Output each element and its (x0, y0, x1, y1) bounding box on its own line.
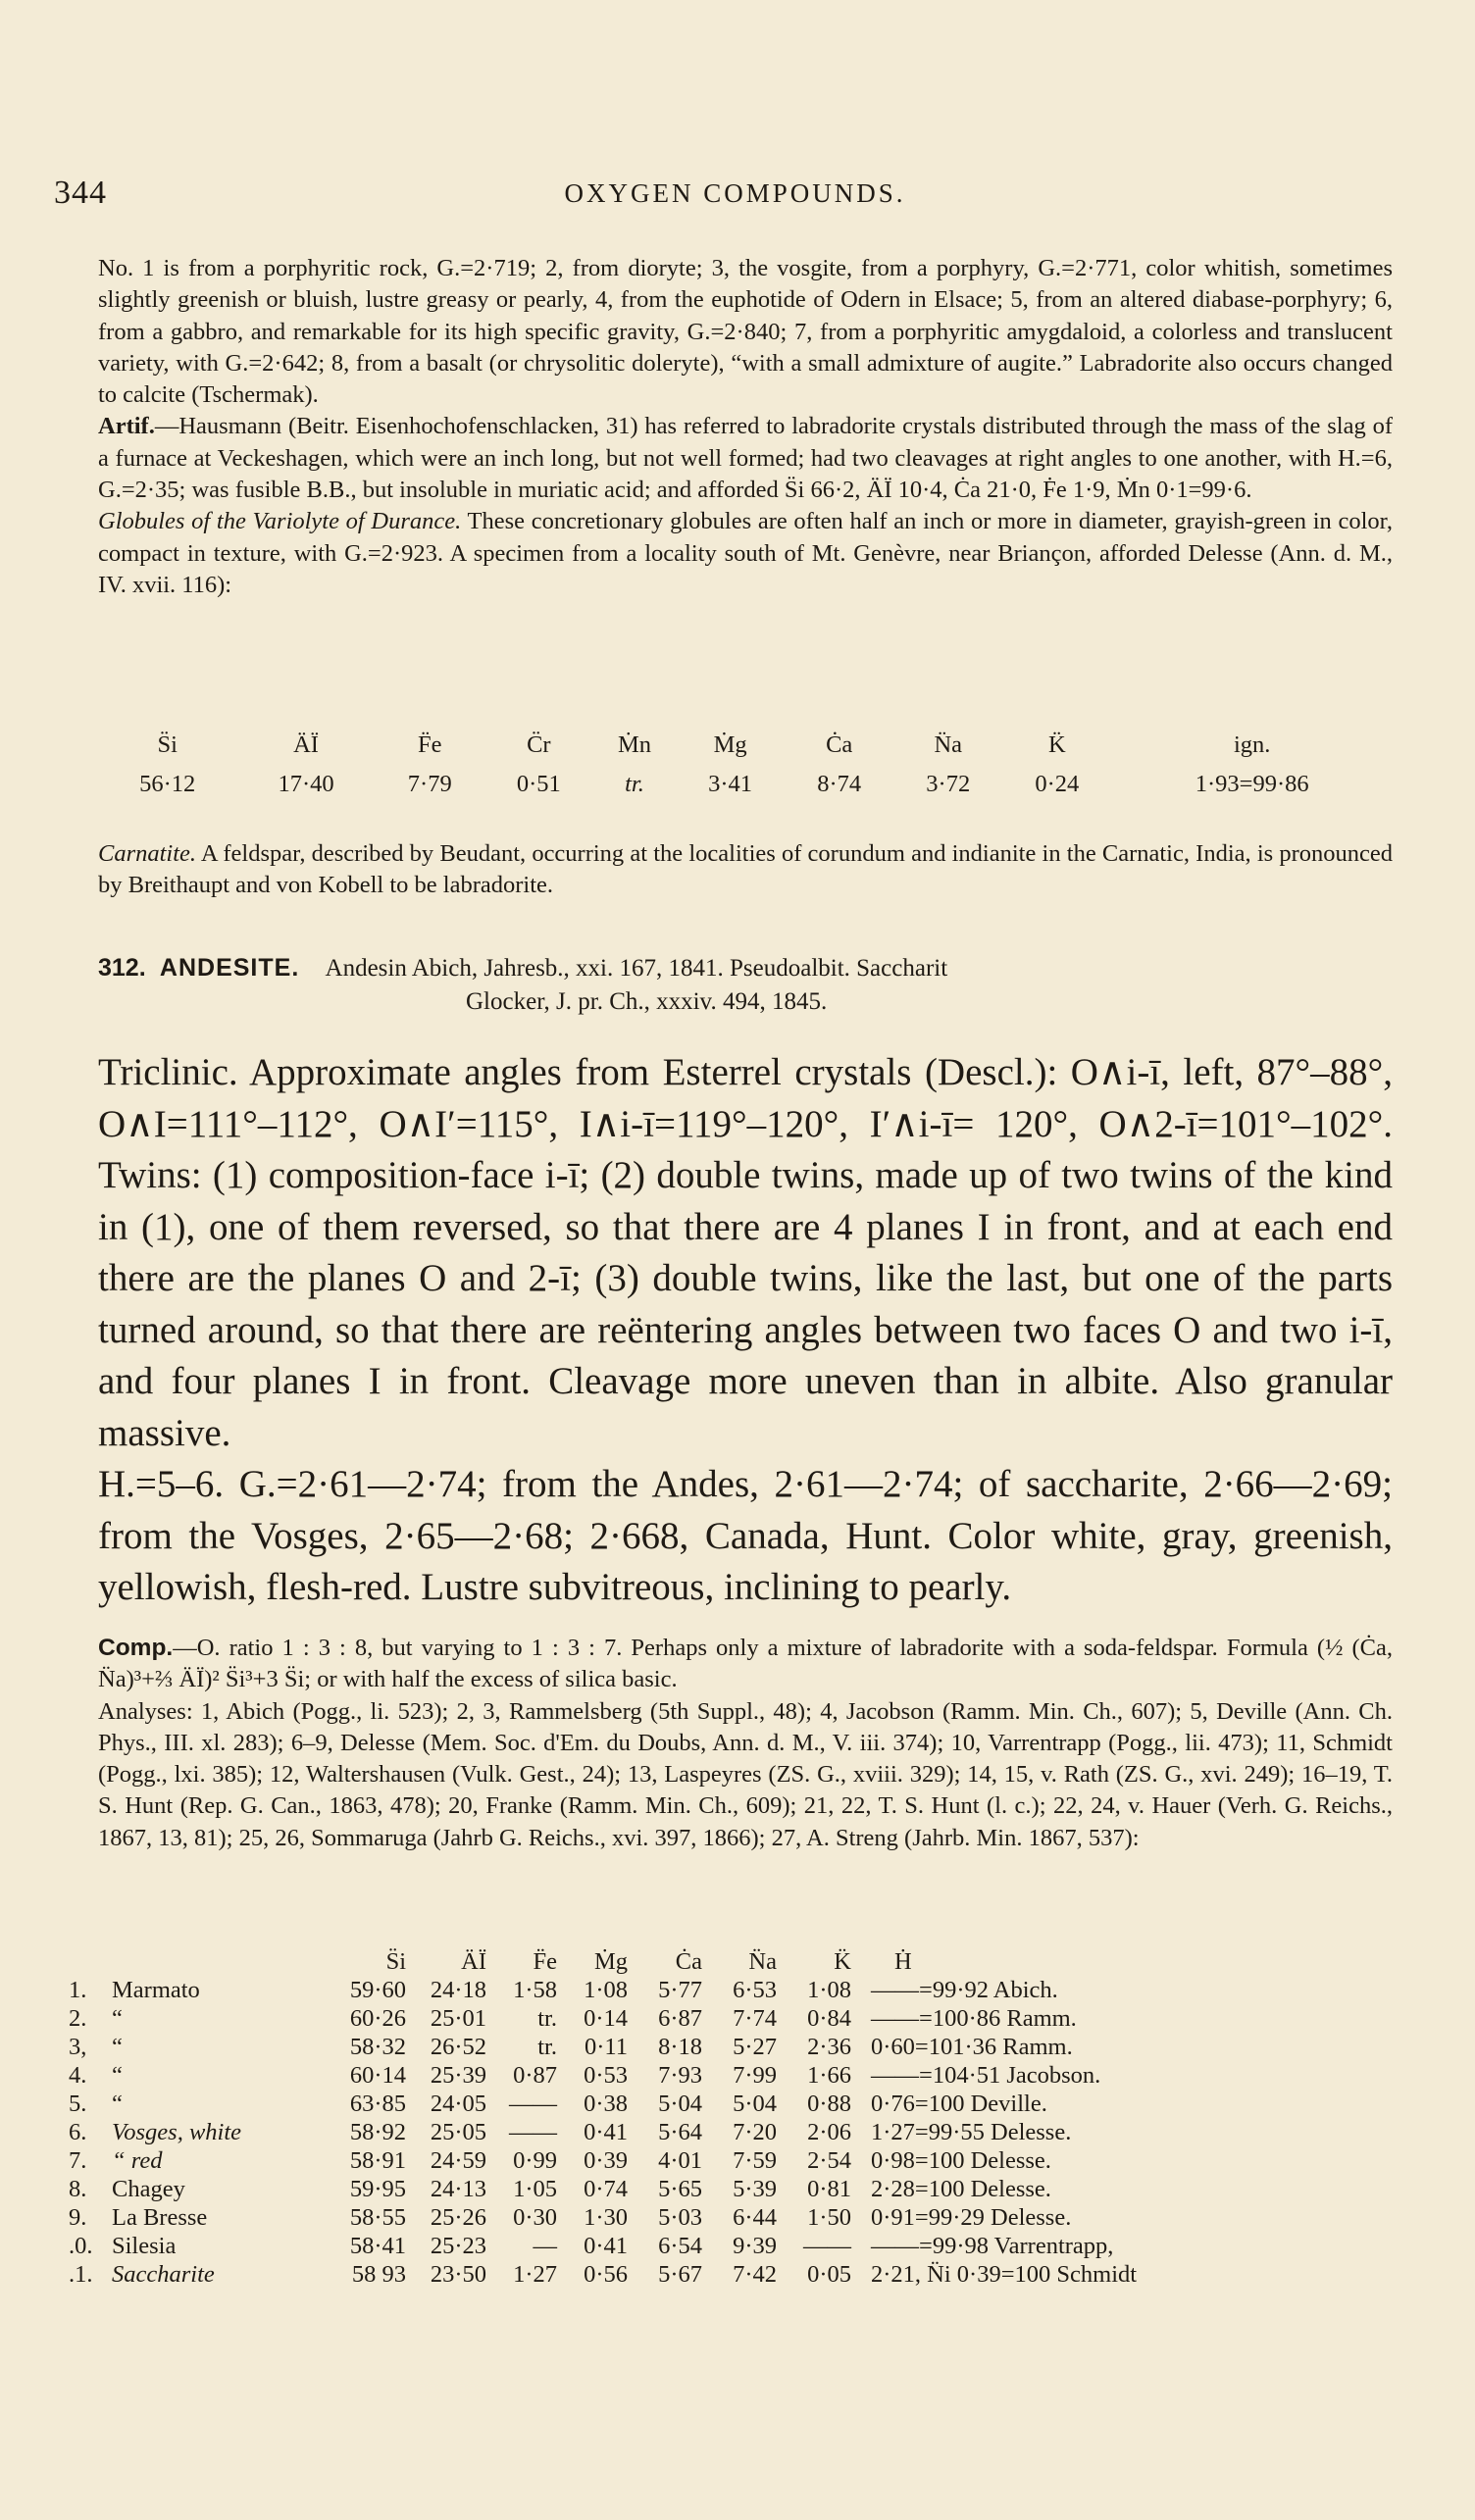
analysis-value: — (533, 2232, 557, 2259)
table-row (69, 2004, 1422, 2033)
analysis-value: 58·32 (349, 2033, 406, 2060)
analysis-value: 60·14 (349, 2061, 406, 2089)
paragraph-artificial (98, 411, 1393, 506)
oxide-value: 1·93=99·86 (1195, 771, 1309, 797)
analysis-value: 0·87 (513, 2061, 557, 2089)
oxide-header: C̈r (527, 731, 551, 758)
analysis-value: 1·58 (513, 1976, 557, 2003)
analysis-value: 25·39 (430, 2061, 486, 2089)
analysis-value: 24·18 (430, 1976, 486, 2003)
comp-text: —O. ratio 1 : 3 : 8, but varying to 1 : 3 : 7. Perhaps only a mixture of labradorite with a soda-feldspar. Formula (½ (Ċa, N̈a)³+⅔ ÄÏ)² S̈i³+3 S̈i; or with half the excess of silica basic. (98, 1635, 1393, 1693)
analysis-value: 24·13 (430, 2175, 486, 2202)
oxide-header-row (98, 726, 1393, 765)
oxide-value: 3·72 (926, 771, 971, 797)
analysis-value: 5·77 (658, 1976, 702, 2003)
row-number: 1. (69, 1976, 87, 2003)
analysis-value: 25·01 (430, 2004, 486, 2032)
locality: “ (112, 2004, 123, 2032)
analysis-value: 0·41 (584, 2118, 628, 2145)
analysis-value: 59·60 (349, 1976, 406, 2003)
synonymy-line1: Andesin Abich, Jahresb., xxi. 167, 1841. Pseudoalbit. Saccharit (325, 955, 948, 982)
artif-text: —Hausmann (Beitr. Eisenhochofenschlacken, 31) has referred to labradorite crystals distributed through the mass of the slag of a furnace at Veckeshagen, which were an inch long, but not well formed; had two cleavages at right angles to one another, with H.=6, G.=2·35; was fusible B.B., but insoluble in muriatic acid; and afforded S̈i 66·2, ÄÏ 10·4, Ċa 21·0, Ḟe 1·9, Ṁn 0·1=99·6. (98, 413, 1393, 504)
analysis-value: 59·95 (349, 2175, 406, 2202)
crystallography-paragraph: Triclinic. Approximate angles from Esterrel crystals (Descl.): O∧i-ī, left, 87°–88°, O∧I=111°–112°, O∧I′=115°, I∧i-ī=119°–120°, I′∧i-ī= 120°, O∧2-ī=101°–102°. Twins: (1) composition-face i-ī; (2) double twins, made up of two twins of the kind in (1), one of them reversed, so that there are 4 planes I in front, and at each end there are the planes O and 2-ī; (3) double twins, like the last, but one of the parts turned around, so that there are reëntering angles between two faces O and two i-ī, and four planes I in front. Cleavage more uneven than in albite. Also granular massive. (98, 1051, 1393, 1454)
table-row (69, 2203, 1422, 2232)
analysis-value: 7·42 (733, 2260, 777, 2288)
analysis-value: 5·04 (658, 2090, 702, 2117)
oxide-header: ÄÏ (293, 731, 319, 758)
analysis-value: 7·74 (733, 2004, 777, 2032)
analysis-value: 9·39 (733, 2232, 777, 2259)
analysis-value: 1·30 (584, 2203, 628, 2231)
andesite-description (98, 1047, 1393, 1614)
analysis-header: K̈ (834, 1947, 851, 1975)
oxide-value: tr. (625, 771, 644, 797)
analysis-value: 63·85 (349, 2090, 406, 2117)
locality: “ red (112, 2146, 163, 2174)
carnatite-label: Carnatite. (98, 840, 197, 867)
analysis-value: 5·67 (658, 2260, 702, 2288)
oxide-header: ign. (1233, 731, 1271, 758)
oxide-value-row (98, 765, 1393, 804)
locality: Saccharite (112, 2260, 215, 2288)
paragraph-localities: No. 1 is from a porphyritic rock, G.=2·719; 2, from dioryte; 3, the vosgite, from a porphyry, G.=2·771, color whitish, sometimes slightly greenish or bluish, lustre greasy or pearly, 4, from the euphotide of Odern in Elsace; 5, from an altered diabase-porphyry; 6, from a gabbro, and remarkable for its high specific gravity, G.=2·840; 7, from a porphyritic amygdaloid, a colorless and translucent variety, with G.=2·642; 8, from a basalt (or chrysolitic doleryte), “with a small admixture of augite.” Labradorite also occurs changed to calcite (Tschermak). (98, 255, 1393, 409)
oxide-value: 7·79 (407, 771, 452, 797)
analysis-header: Ṁg (593, 1947, 628, 1975)
analysis-value: 0·88 (807, 2090, 851, 2117)
analysis-value: 6·53 (733, 1976, 777, 2003)
locality: Marmato (112, 1976, 200, 2003)
analysis-note: ——=99·98 Varrentrapp, (871, 2232, 1114, 2259)
table-row (69, 2260, 1422, 2289)
analysis-header: Ḣ (894, 1947, 912, 1975)
analysis-value: 0·39 (584, 2146, 628, 2174)
analysis-value: 5·04 (733, 2090, 777, 2117)
page-number: 344 (54, 175, 107, 211)
row-number: 8. (69, 2175, 87, 2202)
analysis-header: F̈e (533, 1947, 557, 1975)
oxide-value: 0·51 (516, 771, 561, 797)
analysis-value: 0·99 (513, 2146, 557, 2174)
analysis-value: 25·23 (430, 2232, 486, 2259)
oxide-analysis-table (98, 726, 1393, 804)
analysis-value: 25·26 (430, 2203, 486, 2231)
table-row (69, 2061, 1422, 2090)
row-number: 3, (69, 2033, 87, 2060)
analyses-paragraph: Analyses: 1, Abich (Pogg., li. 523); 2, 3, Rammelsberg (5th Suppl., 48); 4, Jacobson (Ramm. Min. Ch., 607); 5, Deville (Ann. Ch. Phys., III. xl. 283); 6–9, Delesse (Mem. Soc. d'Em. du Doubs, Ann. d. M., V. iii. 374); 10, Varrentrapp (Pogg., lii. 473); 11, Schmidt (Pogg., lxi. 385); 12, Waltershausen (Vulk. Gest., 24); 13, Laspeyres (ZS. G., xviii. 329); 14, 15, v. Rath (ZS. G., xvi. 249); 16–19, T. S. Hunt (Rep. G. Can., 1863, 478); 20, Franke (Ramm. Min. Ch., 609); 21, 22, T. S. Hunt (l. c.); 22, 24, v. Hauer (Verh. G. Reichs., 1867, 13, 81); 25, 26, Sommaruga (Jahrb G. Reichs., xvi. 397, 1866); 27, A. Streng (Jahrb. Min. 1867, 537): (98, 1697, 1393, 1851)
analysis-value: 0·38 (584, 2090, 628, 2117)
analysis-table-body (69, 1947, 1422, 2289)
analysis-value: 2·54 (807, 2146, 851, 2174)
table-row (69, 1976, 1422, 2004)
analysis-value: 0·30 (513, 2203, 557, 2231)
analysis-header: S̈i (385, 1947, 406, 1975)
locality: Silesia (112, 2232, 177, 2259)
carnatite-note (98, 838, 1393, 902)
analysis-value: 5·03 (658, 2203, 702, 2231)
synonymy-line2: Glocker, J. pr. Ch., xxxiv. 494, 1845. (466, 988, 828, 1015)
species-number: 312. (98, 954, 146, 982)
locality: “ (112, 2090, 123, 2117)
locality: La Bresse (112, 2203, 208, 2231)
analysis-value: —— (509, 2090, 557, 2117)
analysis-header-row (69, 1947, 1422, 1976)
analysis-note: 0·91=99·29 Delesse. (871, 2203, 1072, 2231)
analysis-value: 0·05 (807, 2260, 851, 2288)
analysis-value: 5·64 (658, 2118, 702, 2145)
labradorite-notes (98, 253, 1393, 601)
oxide-value: 3·41 (708, 771, 753, 797)
oxide-value: 0·24 (1035, 771, 1080, 797)
analysis-value: 1·50 (807, 2203, 851, 2231)
table-row (69, 2118, 1422, 2146)
analysis-value: 58·92 (349, 2118, 406, 2145)
analysis-note: ——=100·86 Ramm. (871, 2004, 1077, 2032)
analysis-value: 7·93 (658, 2061, 702, 2089)
table-row (69, 2033, 1422, 2061)
page-header (54, 175, 1416, 220)
analysis-value: 26·52 (430, 2033, 486, 2060)
analysis-value: tr. (537, 2033, 557, 2060)
analysis-value: —— (803, 2232, 851, 2259)
analysis-value: 1·08 (807, 1976, 851, 2003)
analysis-value: 6·44 (733, 2203, 777, 2231)
analysis-value: 6·54 (658, 2232, 702, 2259)
analysis-value: 5·39 (733, 2175, 777, 2202)
analysis-value: 2·06 (807, 2118, 851, 2145)
analysis-value: 7·20 (733, 2118, 777, 2145)
globules-text: These concretionary globules are often half an inch or more in diameter, grayish-green in color, compact in texture, with G.=2·923. A specimen from a locality south of Mt. Genèvre, near Briançon, afforded Delesse (Ann. d. M., IV. xvii. 116): (98, 508, 1393, 598)
analysis-value: 1·66 (807, 2061, 851, 2089)
row-number: 4. (69, 2061, 87, 2089)
analysis-header: Ċa (675, 1947, 702, 1975)
analysis-note: ——=99·92 Abich. (871, 1976, 1058, 2003)
oxide-header: S̈i (157, 731, 178, 758)
running-title: OXYGEN COMPOUNDS. (564, 178, 906, 208)
analysis-value: 4·01 (658, 2146, 702, 2174)
analysis-value: 23·50 (430, 2260, 486, 2288)
analysis-header: ÄÏ (461, 1947, 486, 1975)
locality: Vosges, white (112, 2118, 242, 2145)
oxide-value: 56·12 (139, 771, 196, 797)
oxide-header: F̈e (418, 731, 442, 758)
row-number: .1. (69, 2260, 93, 2288)
analysis-value: 0·11 (585, 2033, 628, 2060)
analysis-value: 8·18 (658, 2033, 702, 2060)
paragraph-globules (98, 506, 1393, 601)
composition-paragraph (98, 1633, 1393, 1696)
row-number: 6. (69, 2118, 87, 2145)
oxide-header: K̈ (1047, 731, 1066, 758)
analysis-note: 0·98=100 Delesse. (871, 2146, 1051, 2174)
analysis-value: 5·27 (733, 2033, 777, 2060)
analysis-value: 58·91 (349, 2146, 406, 2174)
analysis-value: 1·27 (513, 2260, 557, 2288)
analysis-note: 2·21, N̈i 0·39=100 Schmidt (871, 2260, 1138, 2288)
analysis-value: 1·05 (513, 2175, 557, 2202)
analysis-note: 0·76=100 Deville. (871, 2090, 1047, 2117)
analysis-value: 0·84 (807, 2004, 851, 2032)
globules-label: Globules of the Variolyte of Durance. (98, 508, 462, 535)
table-row (69, 2175, 1422, 2203)
table-row (69, 2146, 1422, 2175)
table-row (69, 2090, 1422, 2118)
row-number: 2. (69, 2004, 87, 2032)
analysis-value: 24·59 (430, 2146, 486, 2174)
row-number: 5. (69, 2090, 87, 2117)
analysis-value: 7·59 (733, 2146, 777, 2174)
analysis-header: N̈a (748, 1947, 777, 1975)
analysis-value: 0·56 (584, 2260, 628, 2288)
andesite-heading (98, 951, 1393, 1019)
locality: “ (112, 2033, 123, 2060)
analysis-value: —— (509, 2118, 557, 2145)
analysis-value: 0·74 (584, 2175, 628, 2202)
analysis-note: ——=104·51 Jacobson. (871, 2061, 1101, 2089)
row-number: 7. (69, 2146, 87, 2174)
analysis-note: 0·60=101·36 Ramm. (871, 2033, 1073, 2060)
species-name: ANDESITE. (159, 954, 300, 982)
oxide-header: Ṁg (713, 731, 747, 758)
oxide-header: Ṁn (617, 731, 651, 758)
carnatite-text: A feldspar, described by Beudant, occurring at the localities of corundum and indianite in the Carnatic, India, is pronounced by Breithaupt and von Kobell to be labradorite. (98, 840, 1393, 899)
analysis-value: 1·08 (584, 1976, 628, 2003)
analysis-value: 0·14 (584, 2004, 628, 2032)
analysis-note: 2·28=100 Delesse. (871, 2175, 1051, 2202)
analysis-value: 60·26 (349, 2004, 406, 2032)
analysis-value: 6·87 (658, 2004, 702, 2032)
analysis-value: 25·05 (430, 2118, 486, 2145)
analysis-value: 58 93 (351, 2260, 406, 2288)
comp-label: Comp. (98, 1635, 174, 1661)
analysis-value: 0·41 (584, 2232, 628, 2259)
locality: “ (112, 2061, 123, 2089)
analysis-value: tr. (537, 2004, 557, 2032)
oxide-header: Ċa (826, 731, 853, 758)
oxide-value: 8·74 (817, 771, 862, 797)
table-row (69, 2232, 1422, 2260)
analysis-value: 58·55 (349, 2203, 406, 2231)
composition-section (98, 1633, 1393, 1854)
analysis-value: 2·36 (807, 2033, 851, 2060)
artif-label: Artif. (98, 413, 155, 440)
analysis-value: 0·81 (807, 2175, 851, 2202)
physical-properties-paragraph: H.=5–6. G.=2·61—2·74; from the Andes, 2·61—2·74; of saccharite, 2·66—2·69; from the Vosges, 2·65—2·68; 2·668, Canada, Hunt. Color white, gray, greenish, yellowish, flesh-red. Lustre subvitreous, inclining to pearly. (98, 1463, 1393, 1608)
analysis-value: 24·05 (430, 2090, 486, 2117)
oxide-header: N̈a (934, 731, 963, 758)
analysis-value: 5·65 (658, 2175, 702, 2202)
oxide-value: 17·40 (278, 771, 334, 797)
analysis-note: 1·27=99·55 Delesse. (871, 2118, 1072, 2145)
analysis-value: 7·99 (733, 2061, 777, 2089)
row-number: .0. (69, 2232, 93, 2259)
analysis-value: 0·53 (584, 2061, 628, 2089)
andesite-analysis-table (69, 1947, 1422, 2289)
row-number: 9. (69, 2203, 87, 2231)
locality: Chagey (112, 2175, 185, 2202)
analysis-value: 58·41 (349, 2232, 406, 2259)
